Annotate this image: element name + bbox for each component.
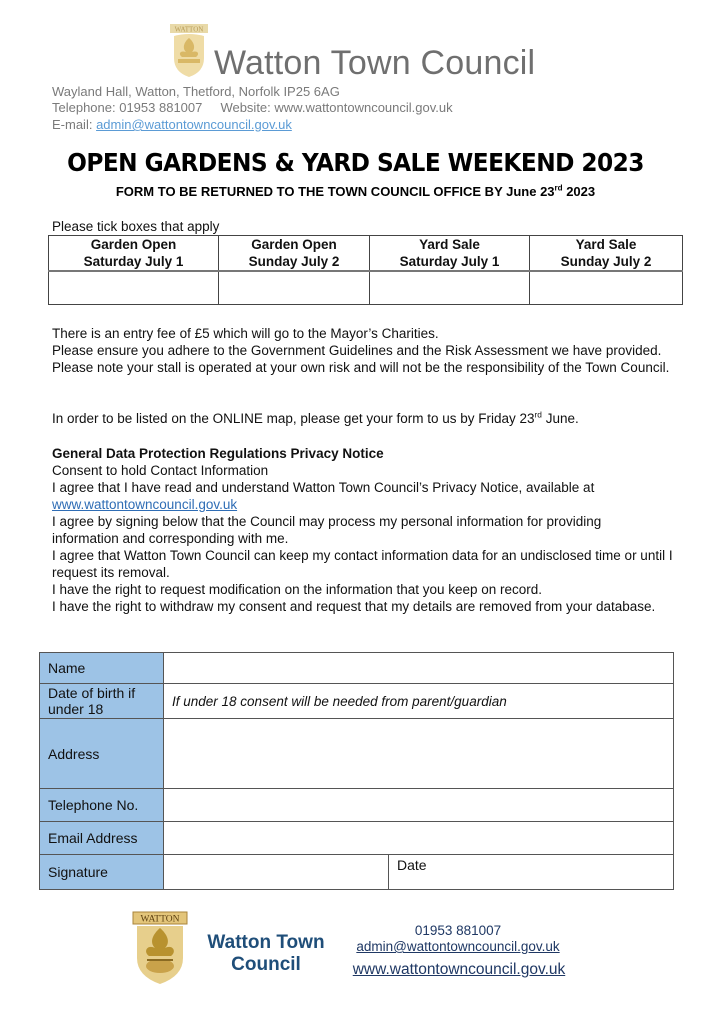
gdpr-section xyxy=(52,445,682,615)
footer-email-link[interactable]: admin@wattontowncouncil.gov.uk xyxy=(356,939,560,954)
deadline-year: 2023 xyxy=(562,184,596,199)
council-name: Watton Town Council xyxy=(214,44,536,82)
telephone-field[interactable] xyxy=(164,789,674,822)
tick-box-yard-sat[interactable] xyxy=(370,271,530,305)
gdpr-consent: Consent to hold Contact Information xyxy=(52,463,269,478)
email-link[interactable]: admin@wattontowncouncil.gov.uk xyxy=(96,117,292,132)
crest-logo-icon xyxy=(166,24,212,78)
event-selection-table xyxy=(48,235,683,305)
svg-text:WATTON: WATTON xyxy=(174,25,204,34)
address-label: Address xyxy=(40,719,164,789)
page-title: OPEN GARDENS & YARD SALE WEEKEND 2023 xyxy=(67,148,644,177)
footer-crest-icon xyxy=(131,910,189,986)
gdpr-modify: I have the right to request modification on the information that you keep on record. xyxy=(52,582,543,597)
footer-website-link[interactable]: www.wattontowncouncil.gov.uk xyxy=(352,961,566,978)
website-text: Website: www.wattontowncouncil.gov.uk xyxy=(220,100,453,115)
column-header-garden-sat: Garden Open Saturday July 1 xyxy=(49,236,219,272)
date-field[interactable] xyxy=(389,855,674,890)
address-field[interactable] xyxy=(164,719,674,789)
date-label: Date xyxy=(397,857,427,873)
contact-form xyxy=(39,652,674,890)
name-label: Name xyxy=(40,653,164,684)
name-field[interactable] xyxy=(164,653,674,684)
signature-label: Signature xyxy=(40,855,164,890)
footer-council-name: Watton Town Council xyxy=(207,932,325,975)
tick-box-yard-sun[interactable] xyxy=(530,271,683,305)
contact-line xyxy=(52,100,453,115)
footer-phone: 01953 881007 xyxy=(414,923,502,938)
svg-text:WATTON: WATTON xyxy=(140,914,180,925)
column-header-yard-sat: Yard Sale Saturday July 1 xyxy=(370,236,530,272)
privacy-notice-link[interactable]: www.wattontowncouncil.gov.uk xyxy=(52,497,238,512)
column-header-garden-sun: Garden Open Sunday July 2 xyxy=(219,236,370,272)
deadline-text: FORM TO BE RETURNED TO THE TOWN COUNCIL OFFICE BY June 23 xyxy=(115,184,555,199)
tick-instruction: Please tick boxes that apply xyxy=(52,219,220,234)
online-map-text: In order to be listed on the ONLINE map, please get your form to us by Friday 23rd June. xyxy=(52,409,579,426)
council-address: Wayland Hall, Watton, Thetford, Norfolk IP25 6AG xyxy=(52,84,340,99)
gdpr-process: I agree by signing below that the Council may process my personal information for providing information and corresponding with me. xyxy=(52,514,602,546)
fee-text: There is an entry fee of £5 which will go to the Mayor’s Charities. xyxy=(52,326,439,341)
telephone-label: Telephone No. xyxy=(40,789,164,822)
email-address-field[interactable] xyxy=(164,822,674,855)
email-address-label: Email Address xyxy=(40,822,164,855)
gdpr-keep: I agree that Watton Town Council can keep my contact information data for an undisclosed time or until I request its removal. xyxy=(52,548,673,580)
signature-field[interactable] xyxy=(164,855,389,890)
guidelines-text: Please ensure you adhere to the Government Guidelines and the Risk Assessment we have provided. Please note your stall is operated at your own risk and will not be the responsibility of the Town Council. xyxy=(52,343,670,375)
telephone-text: Telephone: 01953 881007 xyxy=(52,100,203,115)
tick-box-garden-sat[interactable] xyxy=(49,271,219,305)
return-deadline xyxy=(0,184,711,199)
dob-field[interactable]: If under 18 consent will be needed from parent/guardian xyxy=(164,684,674,719)
email-line xyxy=(52,117,292,132)
email-label: E-mail: xyxy=(52,117,97,132)
dob-label: Date of birth if under 18 xyxy=(40,684,164,719)
tick-box-garden-sun[interactable] xyxy=(219,271,370,305)
gdpr-withdraw: I have the right to withdraw my consent and request that my details are removed from your database. xyxy=(52,599,656,614)
deadline-sup: rd xyxy=(554,183,563,193)
gdpr-heading: General Data Protection Regulations Privacy Notice xyxy=(52,446,384,461)
column-header-yard-sun: Yard Sale Sunday July 2 xyxy=(530,236,683,272)
gdpr-privacy-notice: I agree that I have read and understand Watton Town Council’s Privacy Notice, available at xyxy=(52,480,595,495)
